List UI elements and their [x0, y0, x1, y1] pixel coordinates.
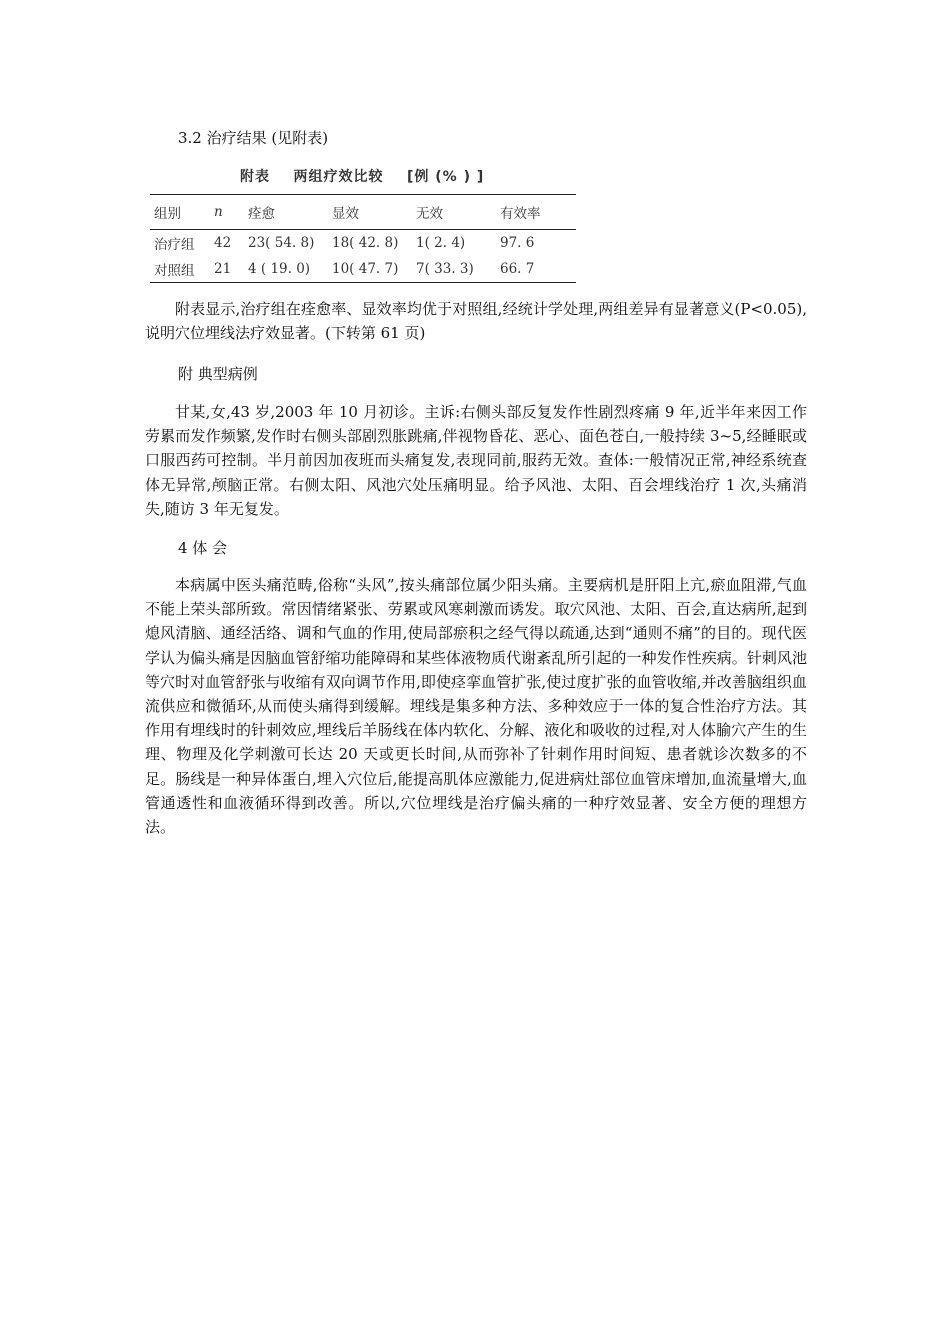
results-text: 附表显示,治疗组在痊愈率、显效率均优于对照组,经统计学处理,两组差异有显著意义(P<0.05),说明穴位埋线法疗效显著。(下转第 61 页)	[145, 300, 807, 343]
section-4-heading: 4 体 会	[178, 539, 228, 557]
table-cell: 97. 6	[500, 235, 535, 251]
appendix-paragraph	[145, 400, 807, 521]
section-3-2-heading: 3.2 治疗结果 (见附表)	[178, 129, 329, 147]
section-4-paragraph	[145, 573, 807, 839]
table-cell: 66. 7	[500, 261, 535, 277]
table-cell: 治疗组	[154, 237, 195, 253]
table-cell: 4 ( 19. 0)	[248, 261, 311, 277]
table-cell: 21	[214, 261, 232, 277]
table-row	[150, 256, 576, 283]
section-4-text: 本病属中医头痛范畴,俗称“头风”,按头痛部位属少阳头痛。主要病机是肝阳上亢,瘀血阻滞,气血不能上荣头部所致。常因情绪紧张、劳累或风寒刺激而诱发。取穴风池、太阳、百会,直达病所,起到熄风清脑、通经活络、调和气血的作用,使局部瘀积之经气得以疏通,达到“通则不痛”的目的。现代医学认为偏头痛是因脑血管舒缩功能障碍和某些体液物质代谢紊乱所引起的一种发作性疾病。针刺风池等穴时对血管舒张与收缩有双向调节作用,即使痉挛血管扩张,使过度扩张的血管收缩,并改善脑组织血流供应和微循环,从而使头痛得到缓解。埋线是集多种方法、多种效应于一体的复合性治疗方法。其作用有埋线时的针刺效应,埋线后羊肠线在体内软化、分解、液化和吸收的过程,对人体腧穴产生的生理、物理及化学刺激可长达 20 天或更长时间,从而弥补了针刺作用时间短、患者就诊次数多的不足。肠线是一种异体蛋白,埋入穴位后,能提高肌体应激能力,促进病灶部位血管床增加,血流量增大,血管通透性和血液循环得到改善。所以,穴位埋线是治疗偏头痛的一种疗效显著、安全方便的理想方法。	[145, 576, 807, 837]
header-cured: 痊愈	[248, 206, 275, 222]
table-cell: 42	[214, 235, 232, 251]
header-marked: 显效	[332, 206, 359, 222]
table-header-row	[150, 195, 576, 230]
appendix-text: 甘某,女,43 岁,2003 年 10 月初诊。主诉:右侧头部反复发作性剧烈疼痛 9 年,近半年来因工作劳累而发作频繁,发作时右侧头部剧烈胀跳痛,伴视物昏花、恶心、面色苍白,一般持续 3~5,经睡眠或口服西药可控制。半月前因加夜班而头痛复发,表现同前,服药无效。查体:一般情况正常,神经系统查体无异常,颅脑正常。右侧太阳、风池穴处压痛明显。给予风池、太阳、百会埋线治疗 1 次,头痛消失,随访 3 年无复发。	[145, 403, 807, 518]
efficacy-table	[150, 194, 576, 283]
table-cell: 7( 33. 3)	[416, 261, 474, 277]
table-cell: 10( 47. 7)	[332, 261, 399, 277]
header-effective-rate: 有效率	[500, 206, 541, 222]
table-row	[150, 230, 576, 257]
header-ineffective: 无效	[416, 206, 443, 222]
table-cell: 对照组	[154, 263, 195, 279]
table-caption: 附表 两组疗效比较 [例 (% ) ]	[240, 169, 485, 185]
table-cell: 1( 2. 4)	[416, 235, 466, 251]
header-group: 组别	[154, 206, 181, 222]
header-n: n	[214, 204, 223, 220]
appendix-heading: 附 典型病例	[178, 365, 258, 383]
table-cell: 18( 42. 8)	[332, 235, 399, 251]
results-paragraph	[145, 297, 807, 345]
table-cell: 23( 54. 8)	[248, 235, 315, 251]
